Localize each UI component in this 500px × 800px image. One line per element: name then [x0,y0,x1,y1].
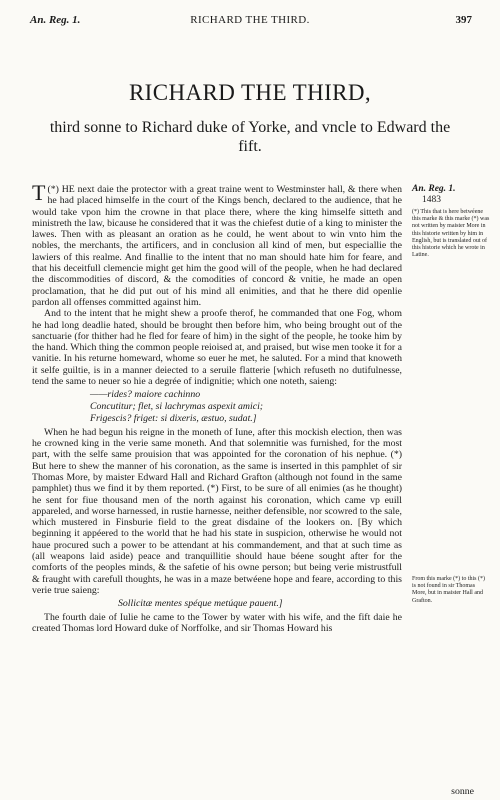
running-header [26,14,474,30]
margin-note-top [412,184,490,259]
margin-regnal-year: An. Reg. 1. [412,184,456,194]
paragraph-2: And to the intent that he might shew a proofe therof, he commanded that one Fog, whom he had long deadlie hated, should be brought then before him, who being brought out of the sanctuarie (for thither had he fled for feare of him) in the sight of the people, he tooke him by the hand. Which thing the common people reioised at, and praised, but wise men tooke it for a vanitie. In his returne homeward, whome so euer he met, he saluted. For a mind that knoweth it selfe guiltie, is in a manner deiected to a seruile flatterie [which refuseth no dutifulnesse, tend the same to neuer so hie a degrée of indignitie; which one noteth, saieng: [32,308,402,388]
main-text [32,180,402,635]
paragraph-1 [32,180,402,308]
header-running-title: RICHARD THE THIRD. [190,14,310,26]
paragraph-3: When he had begun his reigne in the moneth of Iune, after this mockish election, then was he crowned king in the verie same moneth. And that solemnitie was furnished, for the most part, with the selfe same prouision that was appointed for the coronation of his nephue. (*) But here to shew the manner of his coronation, as the same is inserted in this pamphlet of sir Thomas More, by maister Edward Hall and Richard Grafton (although not found in the same pamphlet) thus we find it by them reported. (*) First, to be sure of all enimies (as he thought) he sent for fiue thousand men of the north against his coronation, which came vp euill appareled, and worse harnessed, in rustie harnesse, neither defensible, nor scowred to the sale, which mustered in Finsburie field to the great disdaine of the lookers on. [By which beginning it appéered to the world that he had his state in suspicion, otherwise he would not haue procured such a power to be attendant at his commandement, and that at such time as (all weapons laid aside) peace and tranquillitie should haue béene sought after for the comforts of the peoples minds, & the safetie of his owne person; but being verie mistrustfull & fraught with carefull thoughts, he was in a maze betwéene hope and feare, according to this verie true saieng: [32,426,402,596]
chapter-subtitle: third sonne to Richard duke of Yorke, and vncle to Edward the fift. [49,119,451,155]
margin-note-2: From this marke (*) to this (*) is not found in sir Thomas More, but in maister Hall and Grafton. [412,576,485,604]
catchword: sonne [451,786,474,797]
verse-quotation-1 [90,389,402,424]
chapter-title: RICHARD THE THIRD, [128,80,372,105]
verse-line: Concutitur; flet, si lachrymas aspexit amici; [90,401,264,413]
margin-note-1: (*) This that is here betwéene this marke & this marke (*) was not written by maister More in this historie written by him in English, but is translated out of this historie which he wrote in Latine. [412,209,490,259]
header-regnal-year: An. Reg. 1. [30,14,81,26]
paragraph-1-text: HE next daie the protector with a great traine went to Westminster hall, & there when he had placed himselfe in the court of the Kings bench, declared to the audience, that he would take vpon him the crowne in that place there, where the king himselfe sitteth and ministreth the law, bicause he considered that it was the chiefest dutie of a king to minister the lawes. Then with as pleasant an oration as he could, he went about to win vnto him the nobles, the merchants, the artificers, and in conclusion all kind of men, but especiallie the lawiers of this realme. And finallie to the intent that no man should hate him for feare, and that his deceitfull clemencie might get him the good will of the people, when he had declared the discommodities of discord, & the comodities of concord & vnitie, he made an open proclamation, that he did put out of his mind all enimities, and that he there did openlie pardon all offenses committed against him. [32,184,402,308]
paragraph-4: The fourth daie of Iulie he came to the Tower by water with his wife, and the fift daie he created Thomas lord Howard duke of Norffolke, and sir Thomas Howard his [32,611,402,635]
verse-line: Sollicitæ mentes spéque metúque pauent.] [118,598,283,610]
verse-line: ——rides? maiore cachinno [90,389,201,401]
margin-note-bottom [412,576,490,605]
drop-cap: T [32,180,46,205]
note-marker: (*) [47,184,59,195]
verse-quotation-2 [118,598,402,610]
margin-year: 1483 [422,195,441,205]
verse-line: Frigescis? friget: si dixeris, æstuo, sudat.] [90,412,257,424]
page-number: 397 [455,14,472,26]
